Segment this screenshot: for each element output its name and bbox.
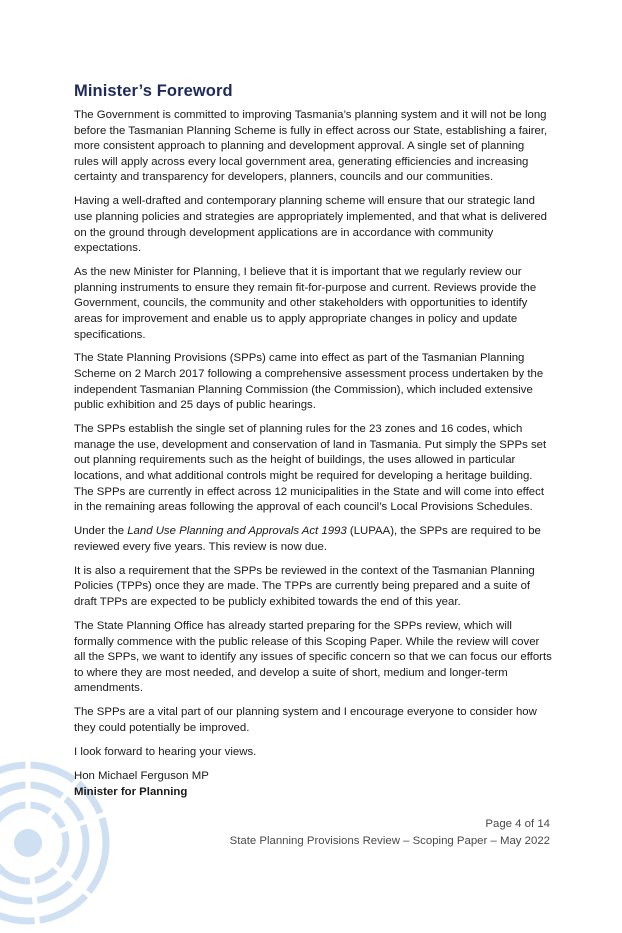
paragraph: It is also a requirement that the SPPs be reviewed in the context of the Tasmanian Planning Policies (TPPs) once they are made. The TPPs are currently being prepared and a suite of draft TPPs are expected to be publicly exhibited towards the end of this year. [74,564,535,608]
paragraph: The Government is committed to improving Tasmania’s planning system and it will not be long before the Tasmanian Planning Scheme is fully in effect across our State, establishing a fairer, more consistent approach to planning and development approval. A single set of planning rules will apply across every local government area, generating efficiencies and increasing certainty and transparency for developers, planners, councils and our communities. [74,109,548,184]
paragraph: Having a well-drafted and contemporary planning scheme will ensure that our strategic land use planning policies and strategies are appropriately implemented, and that what is delivered on the ground through development applications are in accordance with community expectations. [74,195,547,255]
paragraph: The State Planning Provisions (SPPs) came into effect as part of the Tasmanian Planning Scheme on 2 March 2017 following a comprehensive assessment process undertaken by the independent Tasmanian Planning Commission (the Commission), which included extensive public exhibition and 25 days of public hearings. [74,352,544,412]
paragraph-text: Under the [74,525,128,538]
paragraph: The State Planning Office has already started preparing for the SPPs review, which will formally commence with the public release of this Scoping Paper. While the review will cover all the SPPs, we want to identify any issues of specific concern so that we can focus our efforts to where they are most needed, and develop a suite of short, medium and longer-term amendments. [74,619,552,695]
signatory-name: Hon Michael Ferguson MP [74,770,209,782]
page-title: Minister’s Foreword [74,82,233,100]
paragraph: I look forward to hearing your views. [74,745,257,758]
signature-block [74,768,209,800]
page-number: Page 4 of 14 [485,818,550,830]
page-footer [230,816,550,849]
act-title: Land Use Planning and Approvals Act 1993 [127,525,347,538]
signatory-role: Minister for Planning [74,786,188,798]
paragraph [74,524,552,555]
paragraph: The SPPs establish the single set of planning rules for the 23 zones and 16 codes, which manage the use, development and conservation of land in Tasmania. Put simply the SPPs set out planning requirements such as the height of buildings, the uses allowed in particular locations, and what additional controls might be required for developing a heritage building. The SPPs are currently in effect across 12 municipalities in the State and will come into effect in the remaining areas following the approval of each council’s Local Provisions Schedules. [74,423,547,514]
paragraph: As the new Minister for Planning, I believe that it is important that we regularly review our planning instruments to ensure they remain fit-for-purpose and current. Reviews provide the Government, councils, the community and other stakeholders with opportunities to identify areas for improvement and enable us to apply appropriate changes in policy and update specifications. [74,266,537,341]
paragraph-text: (LUPAA), the SPPs are required to be reviewed every five years. This review is now due. [74,525,541,553]
paragraph: The SPPs are a vital part of our planning system and I encourage everyone to consider how they could potentially be improved. [74,706,537,734]
document-title: State Planning Provisions Review – Scoping Paper – May 2022 [229,834,550,847]
foreword-body [74,108,552,769]
